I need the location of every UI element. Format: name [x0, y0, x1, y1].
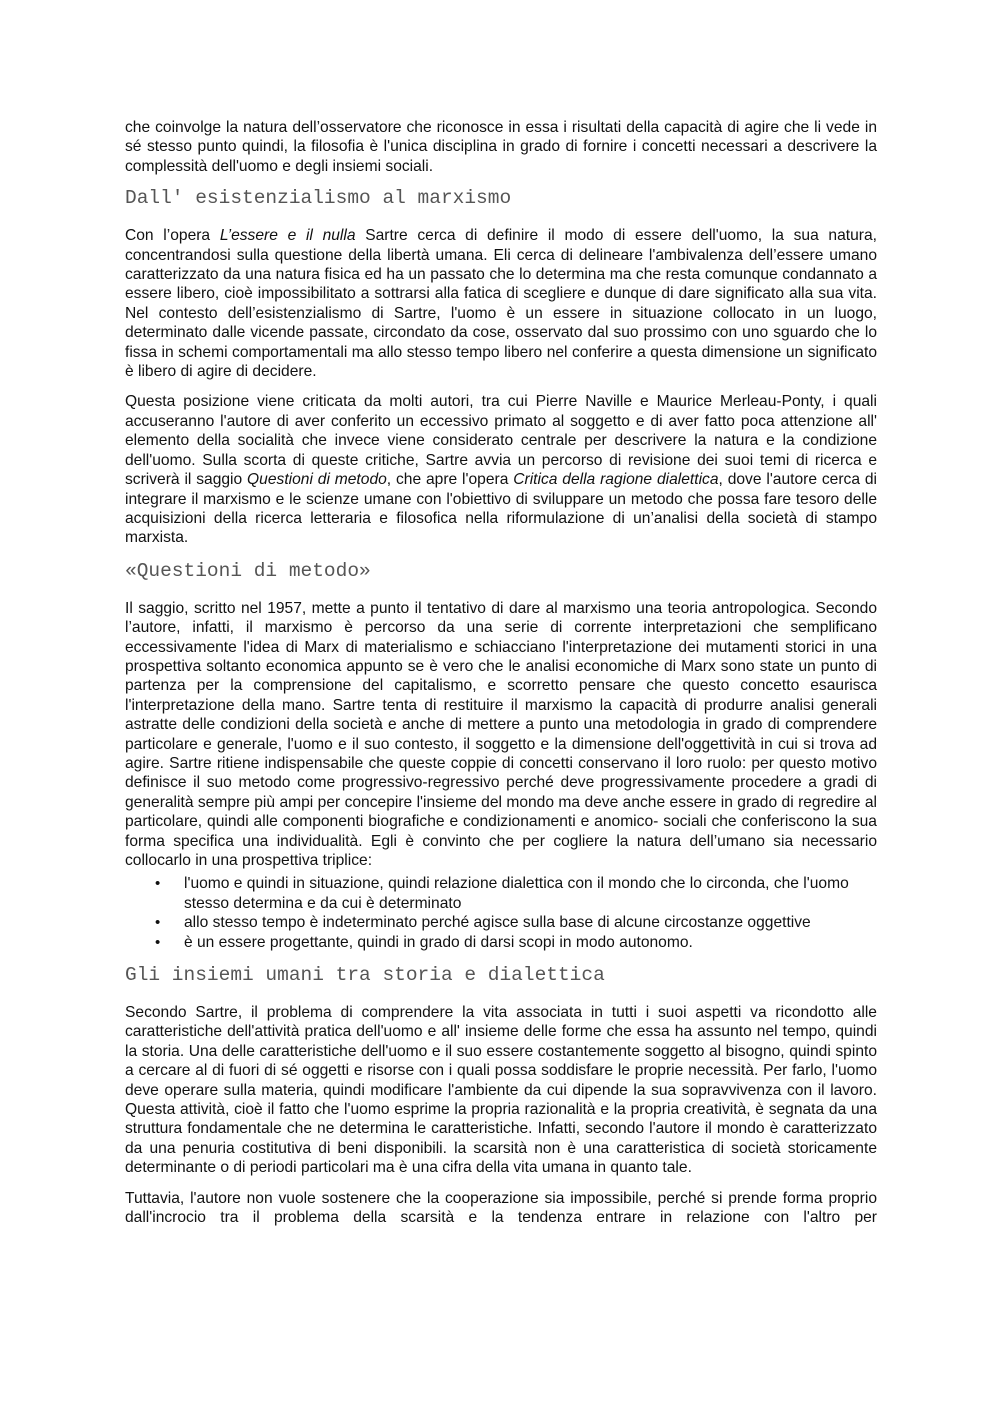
paragraph-scarcity: Secondo Sartre, il problema di comprendere la vita associata in tutti i suoi aspetti va ricondotto alle caratteristiche dell'attività pratica dell'uomo e all' insieme delle forme che essa ha assunto nel tempo, quindi la storia. Una delle caratteristiche dell'uomo e il suo essere costantemente soggetto al bisogno, quindi spinto a cercare al di fuori di sé oggetti e risorse con i quali possa soddisfare le proprie necessità. Per farlo, l'uomo deve operare sulla materia, quindi modificare l'ambiente da cui dipende la sua sopravvivenza con il lavoro. Questa attività, cioè il fatto che l'uomo esprime la propria razionalità e la propria creatività, è segnata da una struttura fondamentale che ne determina le caratteristiche. Infatti, secondo l'autore il mondo è caratterizzato da una penuria costitutiva di beni disponibili. la scarsità non è una caratteristica di società storicamente determinante o di periodi particolari ma è una cifra della vita umana in quanto tale. — [125, 1004, 877, 1177]
list-item-text: allo stesso tempo è indeterminato perché agisce sulla base di alcune circostanze oggettive — [184, 914, 811, 932]
book-title: Critica della ragione dialettica — [513, 471, 719, 489]
bullet-glyph: • — [155, 933, 161, 951]
bullet-glyph: • — [155, 875, 161, 893]
list-item — [125, 933, 877, 952]
text-run: Questa posizione viene criticata da molti autori, tra cui Pierre Naville e Maurice Merleau-Ponty, i quali accuseranno l'autore di aver conferito un eccessivo primato al soggetto e di aver fatto poca attenzione all' elemento della socialità che invece viene considerato centrale per descrivere la natura e la condizione dell'uomo. Sulla scorta di queste critiche, Sartre avvia un percorso di revisione dei suoi temi di ricerca e scriverà il saggio — [125, 393, 877, 489]
text-run: , dove l'autore cerca di integrare il marxismo e le scienze umane con l'obiettivo di sviluppare un metodo che possa fare tesoro delle acquisizioni della ricerca letteraria e filosofica nella riformulazione di un’analisi della società di stampo marxista. — [125, 471, 877, 547]
text-run: , che apre l'opera — [386, 471, 514, 489]
document-page — [125, 118, 877, 1239]
bullet-list — [125, 874, 877, 952]
text-run: Sartre cerca di definire il modo di essere dell'uomo, la sua natura, concentrandosi sulla questione della libertà umana. Eli cerca di delineare l'ambivalenza dell’essere umano caratterizzato da una natura fisica ed ha un passato che lo determina ma che resta comunque condannato a essere libero, cioè impossibilitato a sottrarsi alla fatica di scegliere e dunque di dare significato alla sua vita. Nel contesto dell’esistenzialismo di Sartre, l'uomo è un essere in situazione collocato in un luogo, determinato dalle vicende passate, circondato da cose, osservato dal suo prossimo con uno sguardo che lo fissa in schemi comportamentali ma allo stesso tempo libero nel conferire a questa dimensione un significato è libero di agire di decidere. — [125, 227, 877, 381]
list-item — [125, 874, 877, 913]
section-heading-human-groups: Gli insiemi umani tra storia e dialettica — [125, 964, 605, 987]
book-title: Questioni di metodo — [247, 471, 387, 489]
paragraph-cooperation: Tuttavia, l'autore non vuole sostenere che la cooperazione sia impossibile, perché si prende forma proprio dall'incrocio tra il problema della scarsità e la tendenza entrare in relazione con l'altro per — [125, 1189, 877, 1227]
paragraph-essay: Il saggio, scritto nel 1957, mette a punto il tentativo di dare al marxismo una teoria antropologica. Secondo l’autore, infatti, il marxismo è percorso da una serie di corrente interpretazioni che semplificano eccessivamente l'idea di Marx di materialismo e schiacciano l'interpretazione dei mutamenti storici in una prospettiva soltanto economica appunto se è vero che le analisi economiche di Marx sono state un punto di partenza per la comprensione del capitalismo, e scorretto pensare che questo concetto esaurisca l'interpretazione della mano. Sartre tenta di restituire il marxismo la capacità di produrre analisi generali astratte delle condizioni della società e anche di mettere a punto una metodologia in grado di comprendere particolare e generale, l'uomo e il suo contesto, il soggetto e la dimensione dell'oggettività in cui si trova ad agire. Sartre ritiene indispensabile che queste coppie di concetti conservano il loro ruolo: per questo motivo definisce il suo metodo come progressivo-regressivo perché deve progressivamente procedere a gradi di generalità sempre più ampi per concepire l'insieme del mondo ma deve anche essere in grado di regredire al particolare, quindi alle componenti biografiche e condizionamenti e anomico- sociali che conferiscono la sua forma specifica una individualità. Egli è convinto che per cogliere la natura dell’umano sia necessario collocarlo in una prospettiva triplice: — [125, 599, 877, 869]
list-item — [125, 913, 877, 932]
intro-paragraph: che coinvolge la natura dell’osservatore che riconosce in essa i risultati della capacità di agire che li vede in sé stesso punto quindi, la filosofia è l'unica disciplina in grado di fornire i concetti necessari a descrivere la complessità dell'uomo e degli insiemi sociali. — [125, 119, 877, 175]
section-heading-existentialism: Dall' esistenzialismo al marxismo — [125, 187, 512, 210]
book-title: L’essere e il nulla — [219, 227, 356, 245]
paragraph-criticism — [125, 392, 877, 547]
section-heading-method: «Questioni di metodo» — [125, 559, 371, 582]
list-item-text: l'uomo e quindi in situazione, quindi relazione dialettica con il mondo che lo circonda, che l'uomo stesso determina e da cui è determinato — [184, 875, 849, 912]
paragraph-being-and-nothingness — [125, 226, 877, 381]
list-item-text: è un essere progettante, quindi in grado di darsi scopi in modo autonomo. — [184, 933, 693, 951]
text-run: Con l’opera — [125, 227, 220, 245]
bullet-glyph: • — [155, 914, 161, 932]
